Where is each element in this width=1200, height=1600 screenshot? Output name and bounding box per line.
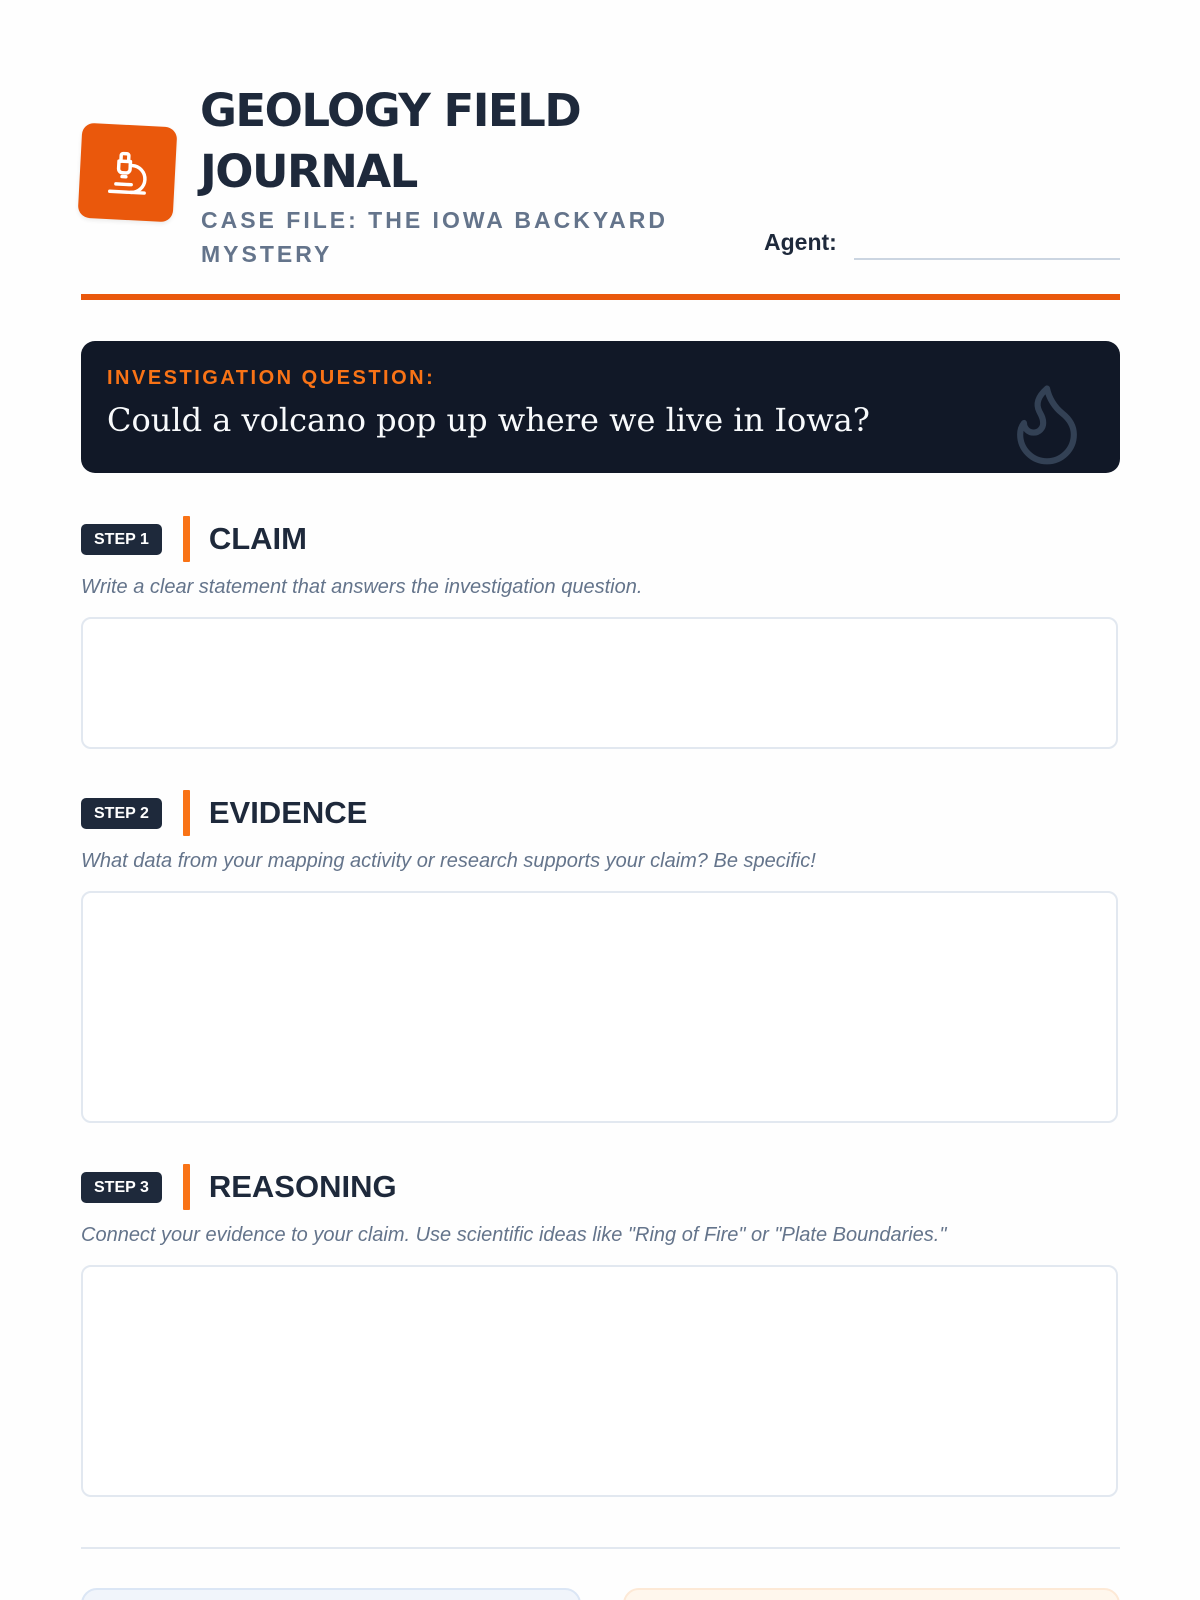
step-2-hint: What data from your mapping activity or research supports your claim? Be specific! <box>81 850 816 872</box>
flame-icon <box>1001 371 1093 473</box>
step-2-badge: STEP 2 <box>81 798 162 829</box>
agent-label: Agent: <box>764 229 837 255</box>
title-line-1: GEOLOGY FIELD <box>200 84 581 137</box>
step-2-accent-bar <box>183 790 190 836</box>
case-file-subtitle: CASE FILE: THE IOWA BACKYARD MYSTERY <box>201 207 668 267</box>
step-3-title: REASONING <box>208 1169 397 1204</box>
footer-card-left <box>81 1588 581 1600</box>
investigation-question-card <box>81 341 1120 473</box>
question-text: Could a volcano pop up where we live in Iowa? <box>107 401 870 439</box>
title-line-2: JOURNAL <box>200 145 417 198</box>
logo-badge <box>78 123 178 223</box>
evidence-answer-box[interactable] <box>81 891 1118 1123</box>
step-2-header <box>81 789 367 837</box>
step-1-hint: Write a clear statement that answers the investigation question. <box>81 576 643 598</box>
claim-answer-box[interactable] <box>81 617 1118 749</box>
footer-card-right <box>623 1588 1120 1600</box>
step-1-badge: STEP 1 <box>81 524 162 555</box>
step-3-badge: STEP 3 <box>81 1172 162 1203</box>
agent-name-field[interactable] <box>854 258 1120 260</box>
step-1-accent-bar <box>183 516 190 562</box>
step-3-hint: Connect your evidence to your claim. Use scientific ideas like "Ring of Fire" or "Plate Boundaries." <box>81 1224 947 1246</box>
step-1-header <box>81 515 307 563</box>
step-1-title: CLAIM <box>208 521 307 556</box>
step-3-accent-bar <box>183 1164 190 1210</box>
question-label: INVESTIGATION QUESTION: <box>107 367 436 389</box>
footer-divider <box>81 1547 1120 1549</box>
step-2-title: EVIDENCE <box>208 795 368 830</box>
step-3-header <box>81 1163 397 1211</box>
header-divider <box>81 294 1120 300</box>
reasoning-answer-box[interactable] <box>81 1265 1118 1497</box>
page-title <box>200 80 760 202</box>
microscope-icon <box>103 148 151 196</box>
